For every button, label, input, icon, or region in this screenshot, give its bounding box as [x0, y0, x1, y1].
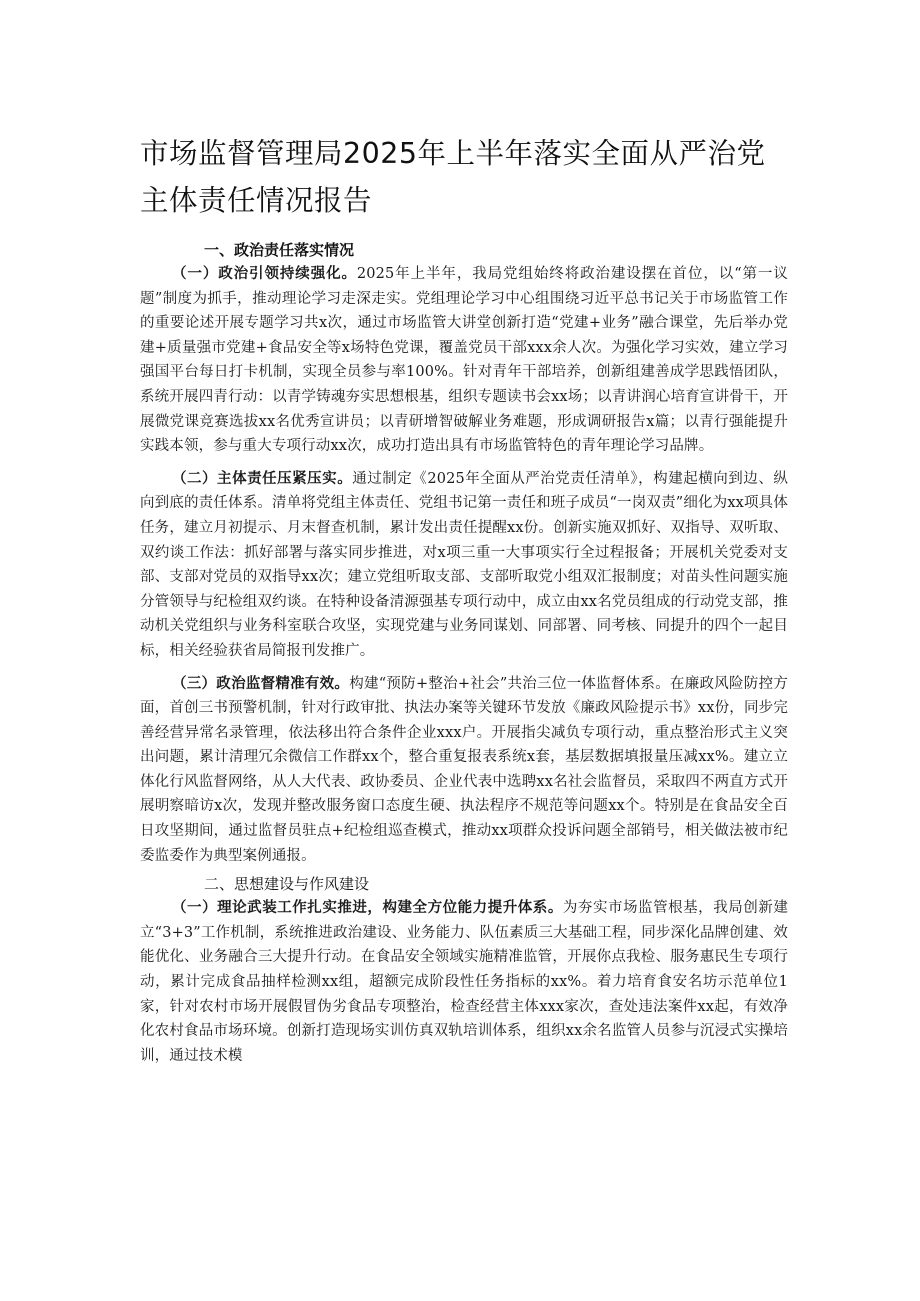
paragraph	[140, 672, 788, 869]
paragraph-lead: （三）政治监督精准有效。	[172, 675, 350, 692]
paragraph-text: 通过制定《2025年全面从严治党责任清单》，构建起横向到边、纵向到底的责任体系。清单将党组主体责任、党组书记第一责任和班子成员“一岗双责”细化为xx项具体任务，建立月初提示、月末督查机制，累计发出责任提醒xx份。创新实施双抓好、双指导、双听取、双约谈工作法：抓好部署与落实同步推进，对x项三重一大事项实行全过程报备；开展机关党委对支部、支部对党员的双指导xx次；建立党组听取支部、支部听取党小组双汇报制度；对苗头性问题实施分管领导与纪检组双约谈。在特种设备清源强基专项行动中，成立由xx名党员组成的行动党支部，推动机关党组织与业务科室联合攻坚，实现党建与业务同谋划、同部署、同考核、同提升的四个一起目标，相关经验获省局简报刊发推广。	[140, 470, 788, 659]
section-ideology-and-style	[140, 872, 788, 1068]
paragraph-lead: （一）政治引领持续强化。	[172, 266, 357, 282]
paragraph-text: 构建“预防+整治+社会”共治三位一体监督体系。在廉政风险防控方面，首创三书预警机制，针对行政审批、执法办案等关键环节发放《廉政风险提示书》xx份，同步完善经营异常名录管理，依法移出符合条件企业xxx户。开展指尖减负专项行动，重点整治形式主义突出问题，累计清理冗余微信工作群xx个，整合重复报表系统x套，基层数据填报量压减xx%。建立立体化行风监督网络，从人大代表、政协委员、企业代表中选聘xx名社会监督员，采取四不两直方式开展明察暗访x次，发现并整改服务窗口态度生硬、执法程序不规范等问题xx个。特别是在食品安全百日攻坚期间，通过监督员驻点+纪检组巡查模式，推动xx项群众投诉问题全部销号，相关做法被市纪委监委作为典型案例通报。	[140, 675, 788, 864]
paragraph	[140, 896, 788, 1068]
paragraph	[140, 262, 788, 459]
paragraph	[140, 467, 788, 664]
paragraph-lead: （一）理论武装工作扎实推进，构建全方位能力提升体系。	[172, 900, 563, 917]
section-heading: 二、思想建设与作风建设	[204, 875, 370, 894]
paragraph-lead: （二）主体责任压紧压实。	[172, 470, 353, 487]
document-page	[140, 130, 788, 1068]
section-heading: 一、政治责任落实情况	[204, 241, 355, 259]
paragraph-text: 为夯实市场监管根基，我局创新建立“3+3”工作机制，系统推进政治建设、业务能力、队伍素质三大基础工程，同步深化品牌创建、效能优化、业务融合三大提升行动。在食品安全领域实施精准监管，开展你点我检、服务惠民生专项行动，累计完成食品抽样检测xx组，超额完成阶段性任务指标的xx%。着力培育食安名坊示范单位1家，针对农村市场开展假冒伪劣食品专项整治，检查经营主体xxx家次，查处违法案件xx起，有效净化农村食品市场环境。创新打造现场实训仿真双轨培训体系，组织xx余名监管人员参与沉浸式实操培训，通过技术模	[140, 900, 788, 1064]
section-political-responsibility	[140, 238, 788, 868]
document-title: 市场监督管理局2025年上半年落实全面从严治党主体责任情况报告	[140, 137, 766, 217]
paragraph-text: 2025年上半年，我局党组始终将政治建设摆在首位，以“第一议题”制度为抓手，推动理论学习走深走实。党组理论学习中心组围绕习近平总书记关于市场监管工作的重要论述开展专题学习共x次，通过市场监管大讲堂创新打造“党建+业务”融合课堂，先后举办党建+质量强市党建+食品安全等x场特色党课，覆盖党员干部xxx余人次。为强化学习实效，建立学习强国平台每日打卡机制，实现全员参与率100%。针对青年干部培养，创新组建善成学思践悟团队，系统开展四青行动：以青学铸魂夯实思想根基，组织专题读书会xx场；以青讲润心培育宣讲骨干，开展微党课竞赛选拔xx名优秀宣讲员；以青研增智破解业务难题，形成调研报告x篇；以青行强能提升实践本领，参与重大专项行动xx次，成功打造出具有市场监管特色的青年理论学习品牌。	[140, 266, 788, 455]
